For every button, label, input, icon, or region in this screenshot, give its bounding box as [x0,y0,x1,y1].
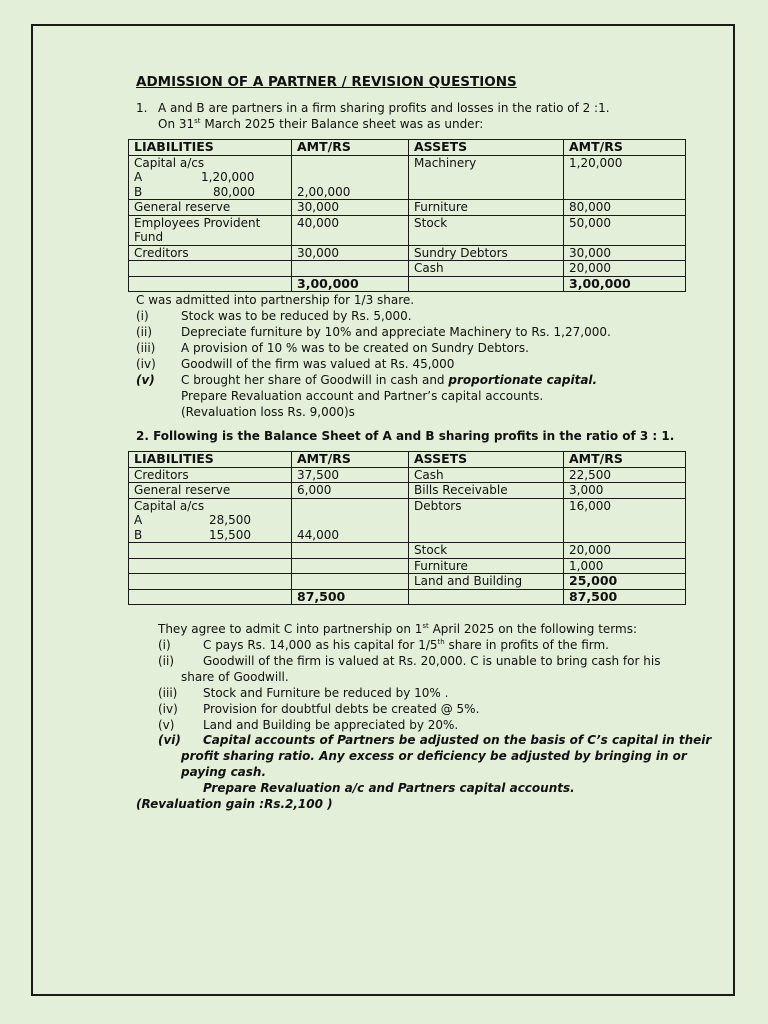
col-header: ASSETS [409,140,564,156]
amount-cell: 1,000 [564,558,686,574]
q1-term-num: (v) [136,373,155,387]
table-row [129,155,686,200]
amount-cell: 16,000 [564,498,686,543]
col-header: AMT/RS [564,452,686,468]
q2-term-text: share of Goodwill. [181,670,289,684]
table-total-row [129,276,686,292]
table-row [129,467,686,483]
liability-cell [129,261,292,277]
q2-term-num: (v) [158,718,175,732]
asset-cell [409,276,564,292]
asset-cell: Debtors [409,498,564,543]
col-header: ASSETS [409,452,564,468]
liability-cell: Creditors [129,467,292,483]
q1-answer: (Revaluation loss Rs. 9,000)s [181,405,355,419]
q2-heading: 2. Following is the Balance Sheet of A and B sharing profits in the ratio of 3 : 1. [136,429,675,443]
asset-cell: Furniture [409,200,564,216]
q2-term-num: (i) [158,638,171,652]
q2-term-text: profit sharing ratio. Any excess or deficiency be adjusted by bringing in or [181,749,687,763]
amount-cell: 3,000 [564,483,686,499]
liability-cell [129,558,292,574]
table-row [129,574,686,590]
total-left: 3,00,000 [292,276,409,292]
capital-label: Capital a/cs [134,498,205,513]
asset-cell: Cash [409,467,564,483]
q1-term-text: Stock was to be reduced by Rs. 5,000. [181,309,412,323]
amount-cell: 80,000 [564,200,686,216]
asset-cell [409,589,564,605]
asset-cell: Cash [409,261,564,277]
col-header: LIABILITIES [129,140,292,156]
amount-cell: 1,20,000 [564,155,686,200]
asset-cell: Sundry Debtors [409,245,564,261]
partner-b-line: B 80,000 [134,184,255,199]
amount-cell: 22,500 [564,467,686,483]
amount-cell: 2,00,000 [292,155,409,200]
table-row [129,543,686,559]
table-total-row [129,589,686,605]
table-header-row [129,140,686,156]
liability-cell [129,589,292,605]
q2-term-text: C pays Rs. 14,000 as his capital for 1/5th share in profits of the firm. [203,638,609,652]
q2-term-text: paying cash. [181,765,267,779]
amount-cell: 30,000 [292,200,409,216]
amount-cell: 30,000 [292,245,409,261]
q2-term-text: Land and Building be appreciated by 20%. [203,718,459,732]
total-left: 87,500 [292,589,409,605]
q1-prepare: Prepare Revaluation account and Partner’s capital accounts. [181,389,544,403]
col-header: AMT/RS [292,452,409,468]
liability-cell: Employees Provident Fund [129,215,292,245]
q1-intro-line2: On 31st March 2025 their Balance sheet was as under: [158,117,484,131]
table-row [129,261,686,277]
q2-term-text: Capital accounts of Partners be adjusted on the basis of C’s capital in their [203,733,712,747]
amount-cell: 20,000 [564,543,686,559]
q1-term-num: (iii) [136,341,156,355]
q2-term-num: (iii) [158,686,178,700]
amount-cell: 30,000 [564,245,686,261]
q2-balance-sheet [128,451,686,605]
col-header: LIABILITIES [129,452,292,468]
capital-cell [129,498,292,543]
liability-cell: Creditors [129,245,292,261]
amount-cell: 20,000 [564,261,686,277]
q1-number: 1. [136,101,148,115]
amount-cell [292,574,409,590]
q2-term-text: Goodwill of the firm is valued at Rs. 20,000. C is unable to bring cash for his [203,654,661,668]
q1-term-num: (iv) [136,357,156,371]
table-row [129,498,686,543]
q1-term-text: A provision of 10 % was to be created on Sundry Debtors. [181,341,529,355]
q1-term-text: Goodwill of the firm was valued at Rs. 45,000 [181,357,455,371]
q1-term-num: (ii) [136,325,153,339]
amount-cell: 50,000 [564,215,686,245]
page-title: ADMISSION OF A PARTNER / REVISION QUESTIONS [136,74,517,90]
table-row [129,215,686,245]
partner-b-line: B 15,500 [134,527,251,542]
table-header-row [129,452,686,468]
q1-intro-line1: A and B are partners in a firm sharing profits and losses in the ratio of 2 :1. [158,101,610,115]
capital-label: Capital a/cs [134,155,205,170]
q1-term-text: Depreciate furniture by 10% and appreciate Machinery to Rs. 1,27,000. [181,325,611,339]
col-header: AMT/RS [292,140,409,156]
amount-cell: 37,500 [292,467,409,483]
liability-cell [129,276,292,292]
asset-cell: Machinery [409,155,564,200]
capital-cell [129,155,292,200]
asset-cell: Land and Building [409,574,564,590]
q2-answer: (Revaluation gain :Rs.2,100 ) [136,797,333,811]
q2-prepare: Prepare Revaluation a/c and Partners capital accounts. [203,781,575,795]
table-row [129,200,686,216]
amount-cell [292,558,409,574]
q2-intro: They agree to admit C into partnership on 1st April 2025 on the following terms: [158,622,638,636]
amount-cell [292,543,409,559]
asset-cell: Bills Receivable [409,483,564,499]
partner-a-line: A 1,20,000 [134,170,255,184]
liability-cell: General reserve [129,200,292,216]
table-row [129,558,686,574]
total-right: 3,00,000 [564,276,686,292]
q1-term-text: C brought her share of Goodwill in cash and proportionate capital. [181,373,598,387]
table-row [129,483,686,499]
table-row [129,245,686,261]
total-right: 87,500 [564,589,686,605]
asset-cell: Furniture [409,558,564,574]
q1-admission-line: C was admitted into partnership for 1/3 share. [136,293,415,307]
amount-cell: 25,000 [564,574,686,590]
q1-term-num: (i) [136,309,149,323]
amount-cell [292,261,409,277]
asset-cell: Stock [409,543,564,559]
liability-cell [129,574,292,590]
amount-cell: 44,000 [292,498,409,543]
q2-term-num: (vi) [158,733,181,747]
partner-a-line: A 28,500 [134,513,251,527]
amount-cell: 40,000 [292,215,409,245]
q1-balance-sheet [128,139,686,292]
q2-term-num: (iv) [158,702,178,716]
liability-cell [129,543,292,559]
q2-term-text: Stock and Furniture be reduced by 10% . [203,686,449,700]
q2-term-text: Provision for doubtful debts be created @ 5%. [203,702,480,716]
liability-cell: General reserve [129,483,292,499]
amount-cell: 6,000 [292,483,409,499]
q2-term-num: (ii) [158,654,175,668]
asset-cell: Stock [409,215,564,245]
col-header: AMT/RS [564,140,686,156]
